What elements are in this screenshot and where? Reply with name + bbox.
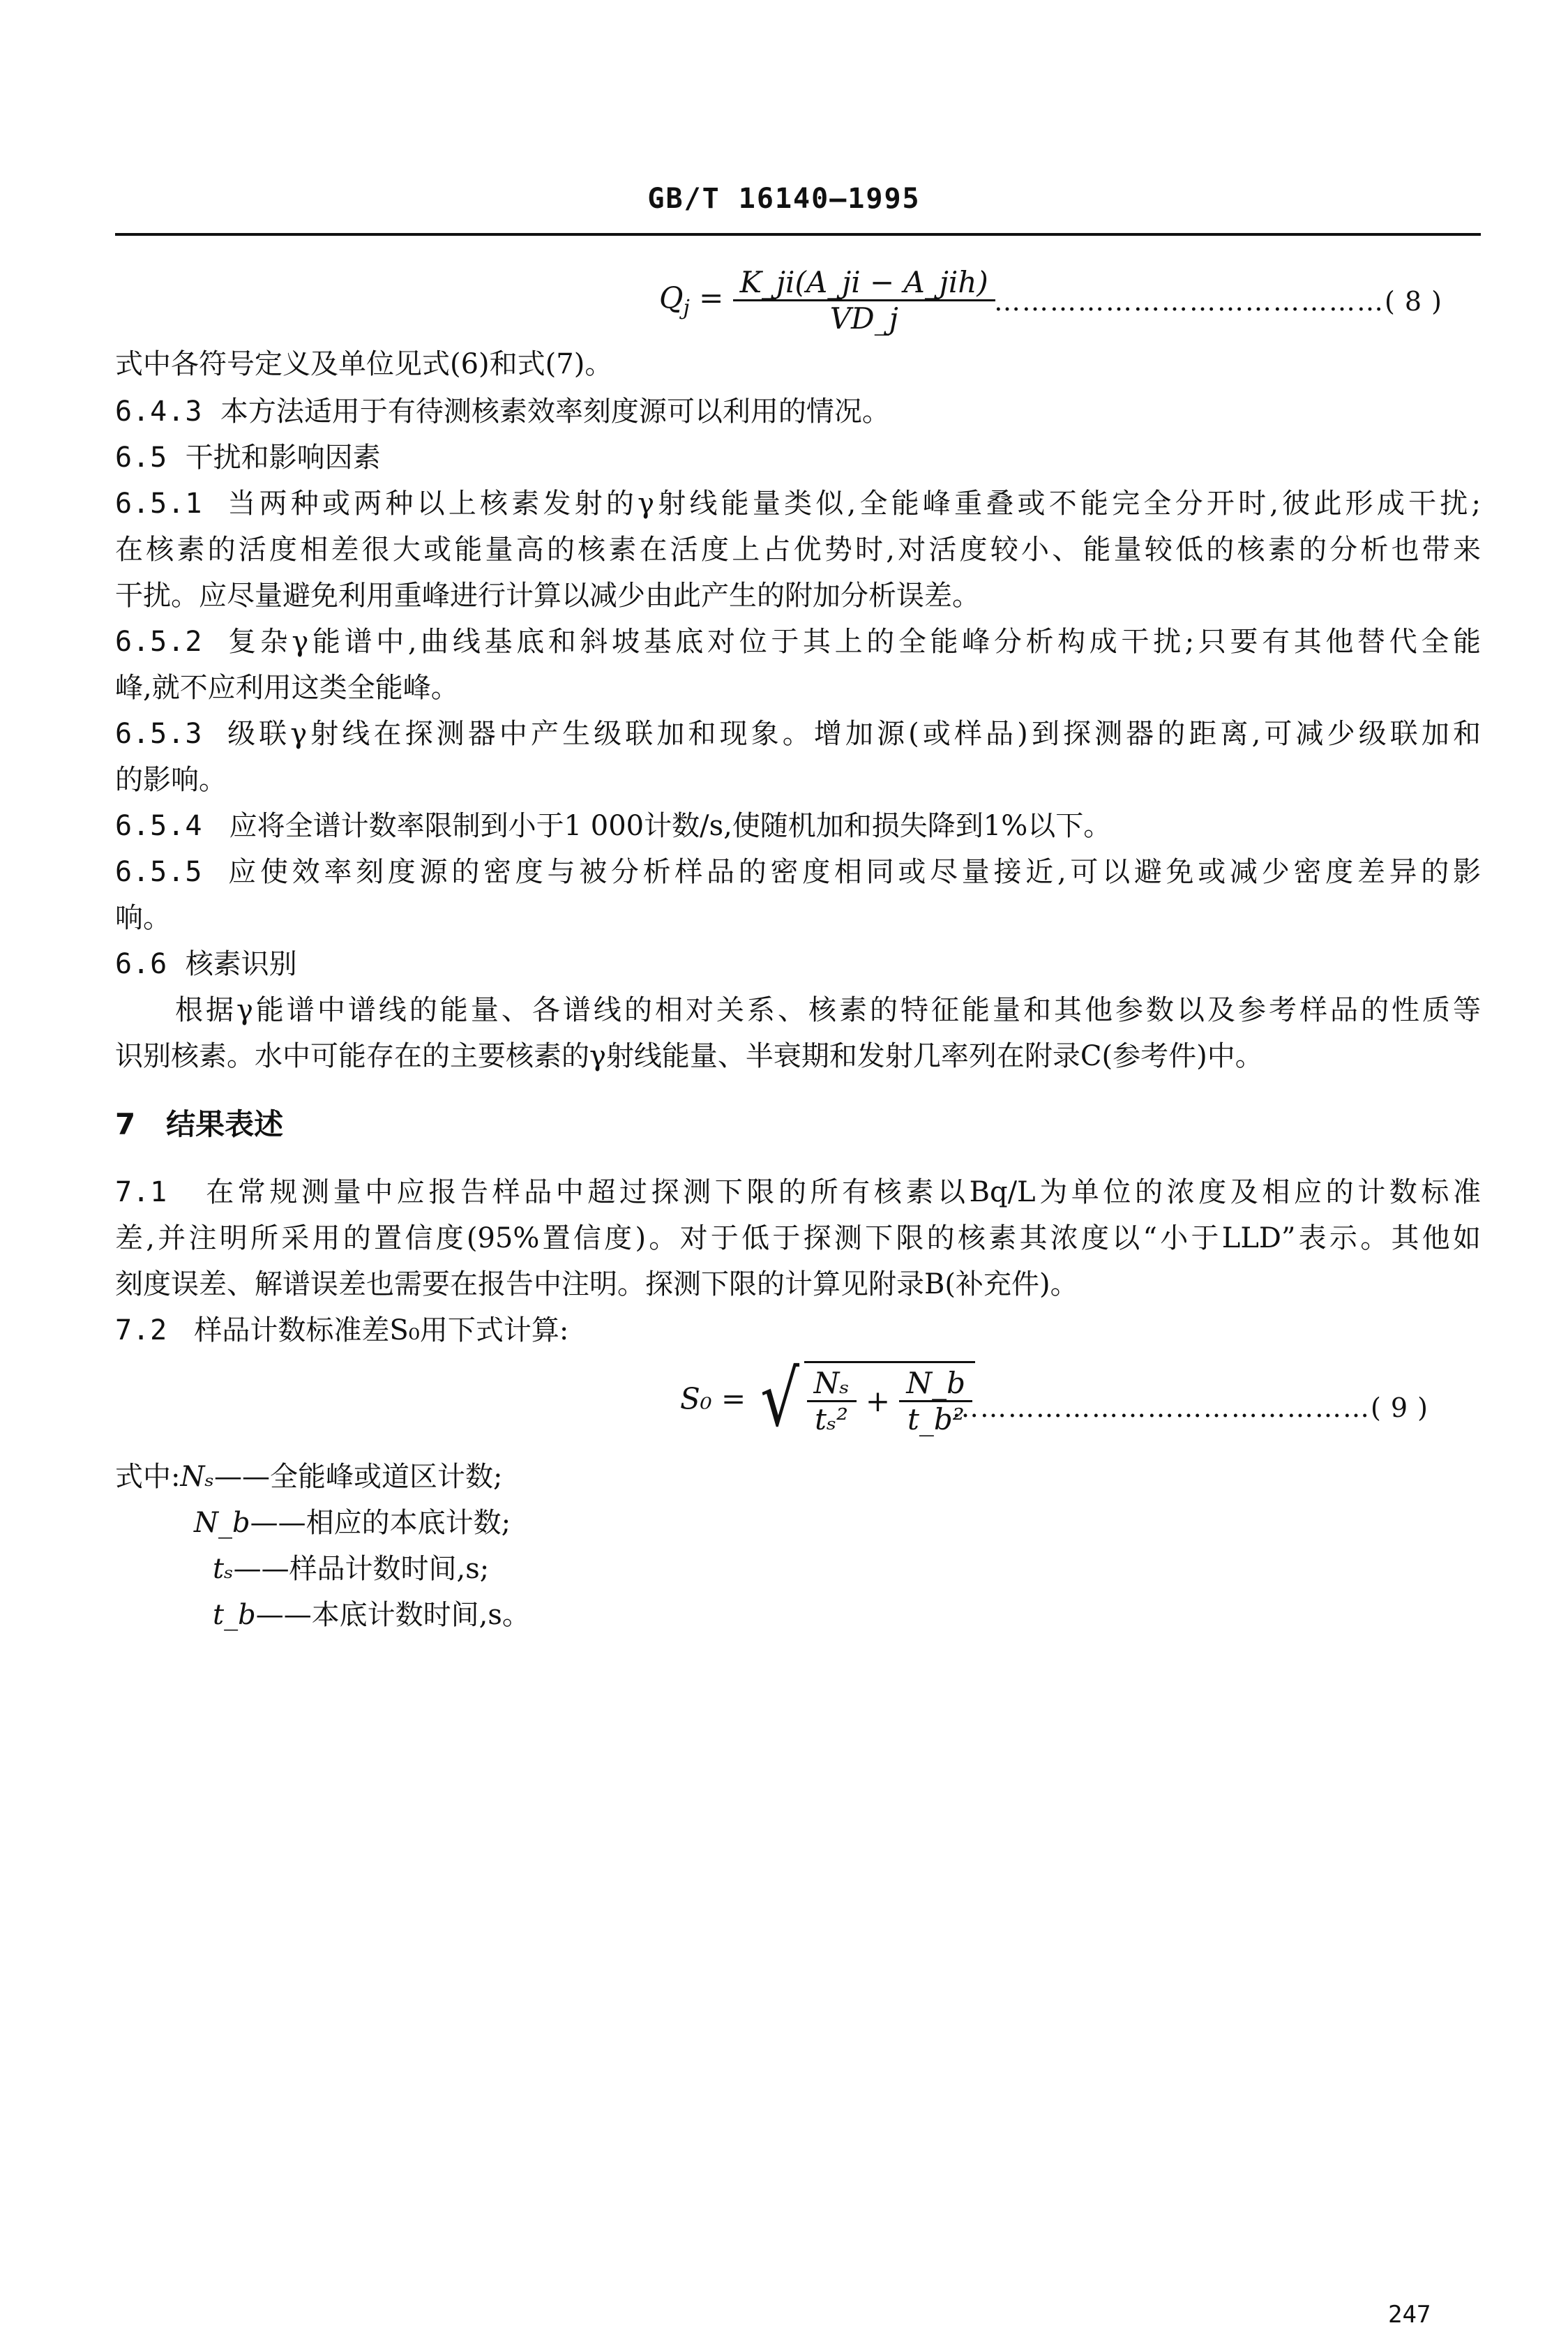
eq9-number-line: ………………………………………( 9 ) bbox=[952, 1392, 1428, 1423]
eq8-denominator: VD_j bbox=[829, 301, 898, 336]
eq8-numerator: K_ji(A_ji − A_jih) bbox=[733, 265, 995, 301]
definition-3 bbox=[213, 1552, 1568, 1586]
definition-text: ——全能峰或道区计数; bbox=[213, 1461, 503, 1493]
definition-4 bbox=[213, 1598, 1568, 1632]
definition-text: ——样品计数时间,s; bbox=[233, 1553, 490, 1585]
section-number: 6.5.4 bbox=[115, 810, 203, 842]
section-number: 6.5 bbox=[115, 442, 168, 474]
section-number: 7 bbox=[115, 1107, 136, 1141]
equation-8: $Q_j$ = $\frac{\text{K\_ji(A\_ji − A\_jih)}}{VD\_j}$ bbox=[659, 265, 995, 336]
definitions-intro: 式中: bbox=[115, 1461, 181, 1493]
section-6-4-3 bbox=[115, 394, 1481, 429]
section-6-5-5-line2: 响。 bbox=[115, 902, 171, 934]
section-7-1-line1 bbox=[115, 1175, 1481, 1210]
section-6-6-line2: 识别核素。水中可能存在的主要核素的γ射线能量、半衰期和发射几率列在附录C(参考件)中。 bbox=[115, 1040, 1263, 1072]
section-number: 6.5.2 bbox=[115, 626, 203, 658]
section-number: 7.1 bbox=[115, 1176, 168, 1208]
section-6-6 bbox=[115, 947, 1481, 982]
section-text: 在常规测量中应报告样品中超过探测下限的所有核素以Bq/L为单位的浓度及相应的计数标准 bbox=[206, 1176, 1481, 1208]
eq8-lhs-sub: j bbox=[683, 295, 690, 320]
eq9-t2-denominator: t_b² bbox=[907, 1402, 965, 1436]
eq9-t1-numerator: Nₛ bbox=[807, 1366, 857, 1402]
section-text: 复杂γ能谱中,曲线基底和斜坡基底对位于其上的全能峰分析构成干扰;只要有其他替代全能 bbox=[228, 626, 1481, 658]
eq9-lhs: S₀ bbox=[680, 1381, 712, 1416]
section-6-5-5-line1 bbox=[115, 855, 1481, 889]
section-number: 6.5.3 bbox=[115, 718, 203, 750]
section-6-5-3-line1 bbox=[115, 716, 1481, 751]
section-6-6-line1: 根据γ能谱中谱线的能量、各谱线的相对关系、核素的特征能量和其他参数以及参考样品的性质等 bbox=[175, 994, 1481, 1026]
section-6-5-4 bbox=[115, 809, 1481, 843]
section-7-2 bbox=[115, 1313, 1481, 1348]
section-7-1-line2: 差,并注明所采用的置信度(95%置信度)。对于低于探测下限的核素其浓度以“小于LLD”表示。其他如 bbox=[115, 1222, 1481, 1254]
eq8-lhs: Q bbox=[659, 280, 684, 315]
section-heading: 结果表述 bbox=[166, 1107, 284, 1141]
radical-sign-icon: √ bbox=[760, 1354, 799, 1443]
square-root bbox=[755, 1354, 976, 1443]
header-rule bbox=[115, 233, 1481, 236]
section-number: 6.4.3 bbox=[115, 396, 203, 428]
definition-text: ——相应的本底计数; bbox=[250, 1507, 511, 1539]
definition-symbol: N_b bbox=[194, 1507, 250, 1539]
eq9-t2-numerator: N_b bbox=[899, 1366, 972, 1402]
definition-symbol: Nₛ bbox=[180, 1461, 214, 1493]
page-number: 247 bbox=[1388, 2301, 1431, 2329]
section-6-5 bbox=[115, 440, 1481, 475]
section-number: 6.6 bbox=[115, 948, 168, 980]
equation-9: S₀ = √ $\frac{\text{Nₛ}}{\text{tₛ²}}$ + $\frac{N\_b}{\text{t\_b²}}$ bbox=[680, 1360, 975, 1437]
eq8-fraction bbox=[733, 265, 995, 336]
definition-symbol: tₛ bbox=[213, 1553, 234, 1585]
section-6-5-1-line1 bbox=[115, 486, 1481, 521]
definition-text: ——本底计数时间,s。 bbox=[255, 1599, 530, 1631]
section-heading: 核素识别 bbox=[185, 948, 297, 980]
section-text: 本方法适用于有待测核素效率刻度源可以利用的情况。 bbox=[220, 396, 890, 428]
section-text: 级联γ射线在探测器中产生级联加和现象。增加源(或样品)到探测器的距离,可减少级联加和 bbox=[227, 718, 1481, 750]
section-7-1-line3: 刻度误差、解谱误差也需要在报告中注明。探测下限的计算见附录B(补充件)。 bbox=[115, 1268, 1078, 1300]
section-number: 6.5.5 bbox=[115, 856, 203, 888]
section-6-5-2-line1 bbox=[115, 624, 1481, 659]
definition-2 bbox=[194, 1505, 1560, 1540]
para-l1: 式中各符号定义及单位见式(6)和式(7)。 bbox=[115, 348, 613, 380]
eq9-number: ( 9 ) bbox=[1371, 1392, 1428, 1423]
page-header: GB/T 16140—1995 bbox=[647, 183, 921, 215]
section-text: 当两种或两种以上核素发射的γ射线能量类似,全能峰重叠或不能完全分开时,彼此形成干扰; bbox=[227, 488, 1482, 520]
section-6-5-1-line2: 在核素的活度相差很大或能量高的核素在活度上占优势时,对活度较小、能量较低的核素的分析也带来 bbox=[115, 534, 1481, 566]
eq9-fraction-1 bbox=[807, 1366, 857, 1436]
definition-1 bbox=[115, 1459, 1481, 1494]
section-text: 应使效率刻度源的密度与被分析样品的密度相同或尽量接近,可以避免或减少密度差异的影 bbox=[228, 856, 1481, 888]
eq8-number: ( 8 ) bbox=[1385, 286, 1442, 317]
section-text: 样品计数标准差S₀用下式计算: bbox=[194, 1314, 569, 1346]
eq8-number-line: ……………………………………( 8 ) bbox=[994, 286, 1442, 317]
radicand: $\frac{\text{Nₛ}}{\text{tₛ²}}$ + $\frac{N\_b}{\text{t\_b²}}$ bbox=[804, 1361, 975, 1436]
section-7 bbox=[115, 1107, 1481, 1142]
section-number: 6.5.1 bbox=[115, 488, 203, 520]
section-text: 应将全谱计数率限制到小于1 000计数/s,使随机加和损失降到1%以下。 bbox=[229, 810, 1112, 842]
section-number: 7.2 bbox=[115, 1314, 168, 1346]
section-6-5-1-line3: 干扰。应尽量避免利用重峰进行计算以减少由此产生的附加分析误差。 bbox=[115, 580, 980, 612]
section-heading: 干扰和影响因素 bbox=[185, 442, 381, 474]
definition-symbol: t_b bbox=[213, 1599, 256, 1631]
eq9-t1-denominator: tₛ² bbox=[815, 1402, 848, 1436]
section-6-5-3-line2: 的影响。 bbox=[115, 764, 227, 796]
section-6-5-2-line2: 峰,就不应利用这类全能峰。 bbox=[115, 672, 459, 704]
